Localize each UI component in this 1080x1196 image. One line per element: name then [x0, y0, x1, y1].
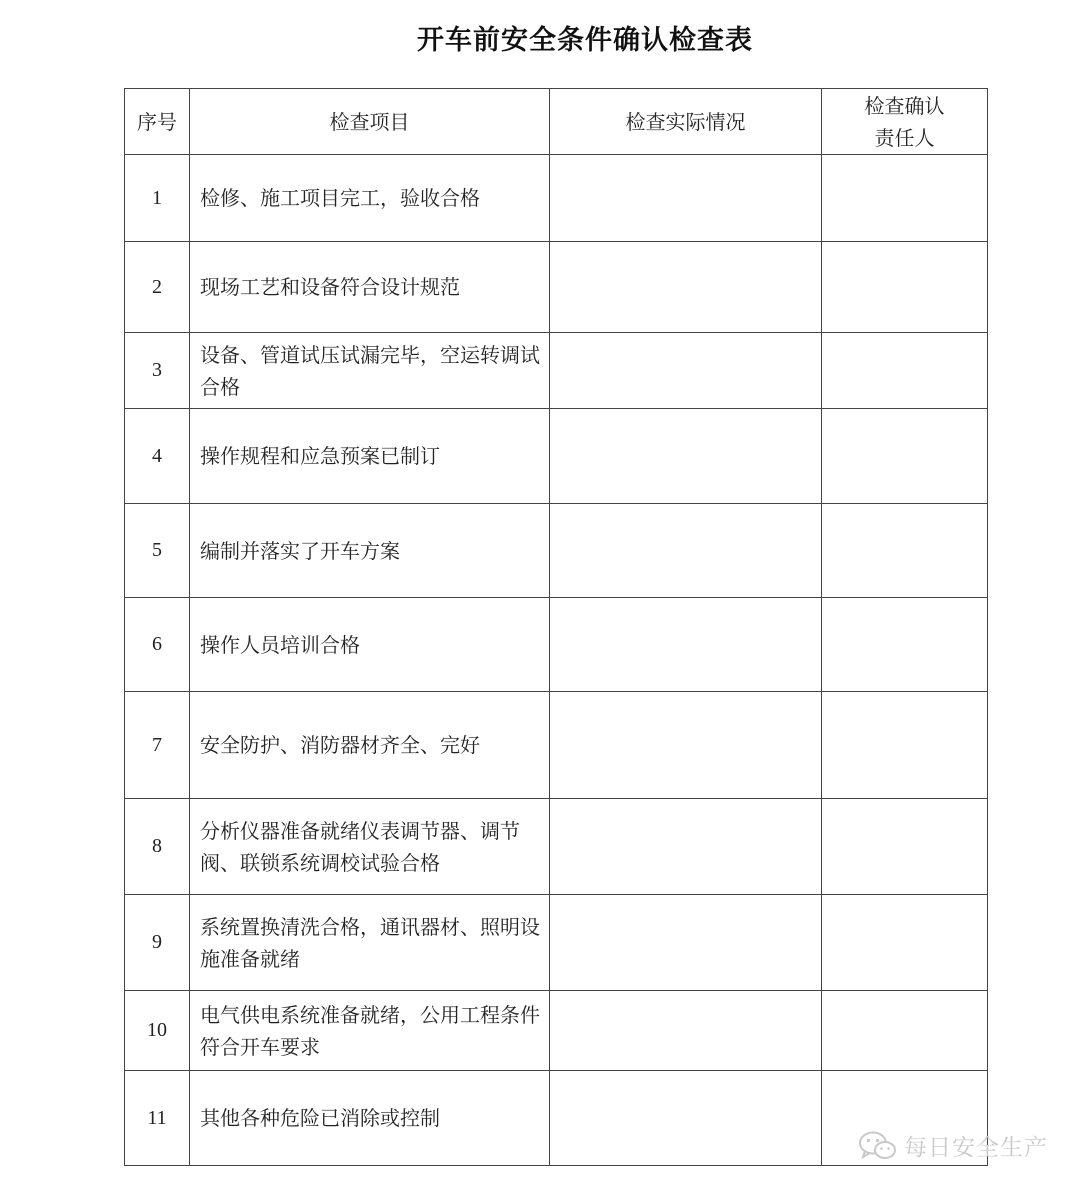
header-index: 序号: [125, 89, 190, 155]
wechat-icon: [858, 1130, 898, 1162]
row-actual[interactable]: [550, 1071, 822, 1166]
row-number: 2: [125, 242, 190, 333]
row-actual[interactable]: [550, 598, 822, 692]
row-number: 6: [125, 598, 190, 692]
row-responsible[interactable]: [822, 155, 988, 242]
row-responsible[interactable]: [822, 504, 988, 598]
row-number: 8: [125, 799, 190, 895]
row-number: 4: [125, 409, 190, 504]
header-item: 检查项目: [190, 89, 550, 155]
row-number: 10: [125, 991, 190, 1071]
row-item: 电气供电系统准备就绪，公用工程条件符合开车要求: [190, 991, 550, 1071]
row-item: 操作规程和应急预案已制订: [190, 409, 550, 504]
row-number: 7: [125, 692, 190, 799]
header-responsible-line1: 检查确认: [864, 93, 945, 118]
checklist-table: [124, 88, 988, 1166]
row-responsible[interactable]: [822, 598, 988, 692]
row-responsible[interactable]: [822, 991, 988, 1071]
header-responsible: [822, 89, 988, 155]
row-item: 现场工艺和设备符合设计规范: [190, 242, 550, 333]
row-number: 1: [125, 155, 190, 242]
row-responsible[interactable]: [822, 692, 988, 799]
row-number: 11: [125, 1071, 190, 1166]
row-item: 检修、施工项目完工，验收合格: [190, 155, 550, 242]
row-responsible[interactable]: [822, 333, 988, 409]
table-row: [125, 692, 988, 799]
row-item: 编制并落实了开车方案: [190, 504, 550, 598]
row-actual[interactable]: [550, 504, 822, 598]
row-item: 设备、管道试压试漏完毕，空运转调试合格: [190, 333, 550, 409]
row-actual[interactable]: [550, 799, 822, 895]
table-row: [125, 598, 988, 692]
table-row: [125, 242, 988, 333]
row-actual[interactable]: [550, 991, 822, 1071]
row-actual[interactable]: [550, 333, 822, 409]
row-responsible[interactable]: [822, 799, 988, 895]
table-row: [125, 895, 988, 991]
table-row: [125, 799, 988, 895]
table-row: [125, 504, 988, 598]
watermark-text: 每日安全生产: [904, 1135, 1048, 1161]
row-actual[interactable]: [550, 409, 822, 504]
watermark: [858, 1129, 1048, 1162]
table-row: [125, 333, 988, 409]
row-responsible[interactable]: [822, 409, 988, 504]
header-responsible-line2: 责任人: [874, 125, 935, 150]
row-item: 操作人员培训合格: [190, 598, 550, 692]
row-item: 其他各种危险已消除或控制: [190, 1071, 550, 1166]
row-responsible[interactable]: [822, 242, 988, 333]
row-actual[interactable]: [550, 155, 822, 242]
table-row: [125, 155, 988, 242]
row-number: 5: [125, 504, 190, 598]
row-actual[interactable]: [550, 242, 822, 333]
table-row: [125, 991, 988, 1071]
row-number: 9: [125, 895, 190, 991]
row-actual[interactable]: [550, 692, 822, 799]
row-number: 3: [125, 333, 190, 409]
row-actual[interactable]: [550, 895, 822, 991]
page-title: 开车前安全条件确认检查表: [417, 25, 753, 56]
row-item: 系统置换清洗合格，通讯器材、照明设施准备就绪: [190, 895, 550, 991]
row-responsible[interactable]: [822, 895, 988, 991]
table-row: [125, 409, 988, 504]
table-header-row: [125, 89, 988, 155]
header-actual: 检查实际情况: [550, 89, 822, 155]
row-item: 分析仪器准备就绪仪表调节器、调节阀、联锁系统调校试验合格: [190, 799, 550, 895]
row-item: 安全防护、消防器材齐全、完好: [190, 692, 550, 799]
